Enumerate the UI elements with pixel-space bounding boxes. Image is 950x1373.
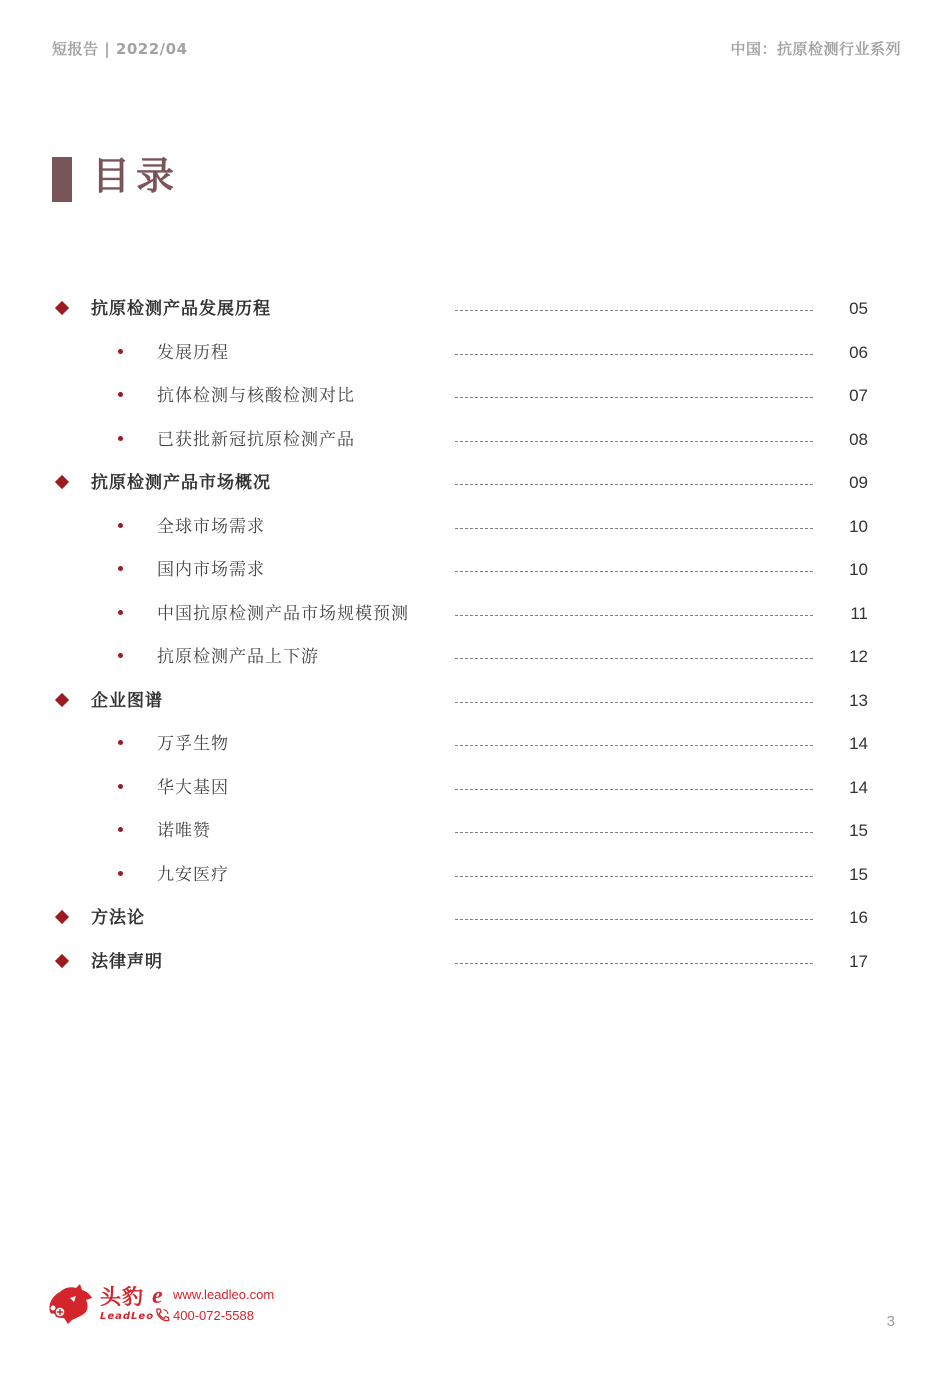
dot-bullet-icon	[118, 784, 123, 789]
dotted-leader	[455, 397, 813, 398]
toc-entry[interactable]	[0, 332, 950, 376]
toc-entry[interactable]	[0, 593, 950, 637]
toc-entry[interactable]	[0, 941, 950, 985]
toc-entry-label: 抗原检测产品市场概况	[91, 473, 271, 493]
dotted-leader	[455, 310, 813, 311]
toc-entry[interactable]	[0, 810, 950, 854]
brand-e-mark: e	[152, 1283, 163, 1309]
toc-entry-page: 09	[849, 473, 868, 492]
toc-entry-page: 12	[849, 647, 868, 666]
diamond-bullet-icon	[55, 692, 69, 706]
phone-number: 400-072-5588	[173, 1308, 254, 1323]
toc-entry-page: 14	[849, 734, 868, 753]
brand-name-cn: 头豹	[100, 1285, 144, 1309]
diamond-bullet-icon	[55, 953, 69, 967]
toc-entry-label: 万孚生物	[157, 734, 229, 754]
toc-entry-page: 07	[849, 386, 868, 405]
dotted-leader	[455, 528, 813, 529]
toc-entry[interactable]	[0, 375, 950, 419]
toc-entry[interactable]	[0, 897, 950, 941]
dot-bullet-icon	[118, 566, 123, 571]
page-number: 3	[886, 1313, 895, 1330]
dot-bullet-icon	[118, 436, 123, 441]
toc-entry[interactable]	[0, 636, 950, 680]
diamond-bullet-icon	[55, 301, 69, 315]
diamond-bullet-icon	[55, 910, 69, 924]
dot-bullet-icon	[118, 827, 123, 832]
dot-bullet-icon	[118, 871, 123, 876]
dotted-leader	[455, 745, 813, 746]
toc-entry-label: 华大基因	[157, 777, 229, 798]
dotted-leader	[455, 789, 813, 790]
toc-entry[interactable]	[0, 680, 950, 724]
header-left: 短报告 | 2022/04	[52, 40, 188, 58]
toc-entry-page: 13	[849, 690, 868, 710]
leopard-logo-icon	[46, 1282, 94, 1324]
toc-entry-label: 全球市场需求	[157, 516, 265, 537]
toc-entry[interactable]	[0, 723, 950, 767]
toc-entry[interactable]	[0, 419, 950, 463]
phone-icon	[154, 1307, 170, 1323]
toc-entry-label: 抗原检测产品发展历程	[91, 299, 271, 319]
page-title: 目录	[92, 154, 181, 198]
toc-entry[interactable]	[0, 854, 950, 898]
toc-entry-page: 15	[849, 821, 868, 840]
dotted-leader	[455, 832, 813, 833]
toc-entry-page: 10	[849, 516, 868, 536]
dot-bullet-icon	[118, 610, 123, 615]
diamond-bullet-icon	[55, 475, 69, 489]
toc-entry-label: 发展历程	[157, 342, 229, 363]
dot-bullet-icon	[118, 392, 123, 397]
website-link[interactable]: www.leadleo.com	[173, 1287, 275, 1302]
dotted-leader	[455, 919, 813, 920]
header-right: 中国：抗原检测行业系列	[730, 40, 901, 58]
toc-entry-label: 已获批新冠抗原检测产品	[157, 429, 355, 450]
toc-entry-page: 11	[850, 603, 868, 623]
table-of-contents	[0, 288, 950, 984]
toc-entry[interactable]	[0, 462, 950, 506]
toc-entry-label: 法律声明	[91, 951, 163, 972]
dotted-leader	[455, 702, 813, 703]
dotted-leader	[455, 484, 813, 485]
toc-entry-page: 14	[849, 777, 868, 797]
toc-entry-label: 诺唯赞	[157, 821, 211, 841]
toc-entry-page: 10	[849, 560, 868, 579]
toc-entry-page: 15	[849, 864, 868, 884]
dotted-leader	[455, 571, 813, 572]
toc-entry-label: 九安医疗	[157, 864, 229, 885]
dot-bullet-icon	[118, 523, 123, 528]
toc-entry-page: 05	[849, 299, 868, 318]
dotted-leader	[455, 615, 813, 616]
toc-entry-page: 16	[849, 908, 868, 927]
toc-entry-label: 抗原检测产品上下游	[157, 647, 319, 667]
dotted-leader	[455, 963, 813, 964]
toc-entry[interactable]	[0, 288, 950, 332]
dot-bullet-icon	[118, 349, 123, 354]
toc-entry[interactable]	[0, 549, 950, 593]
dotted-leader	[455, 876, 813, 877]
toc-entry-page: 06	[849, 342, 868, 362]
dotted-leader	[455, 658, 813, 659]
dot-bullet-icon	[118, 740, 123, 745]
toc-entry-label: 方法论	[91, 908, 145, 928]
dotted-leader	[455, 441, 813, 442]
toc-entry-label: 中国抗原检测产品市场规模预测	[157, 603, 409, 624]
title-accent-bar	[52, 157, 72, 202]
toc-entry-label: 企业图谱	[91, 690, 163, 711]
dot-bullet-icon	[118, 653, 123, 658]
toc-entry-page: 08	[849, 429, 868, 449]
toc-entry[interactable]	[0, 506, 950, 550]
toc-entry-page: 17	[849, 951, 868, 971]
toc-entry-label: 抗体检测与核酸检测对比	[157, 386, 355, 406]
toc-entry-label: 国内市场需求	[157, 560, 265, 580]
brand-name-en: LeadLeo	[100, 1311, 155, 1322]
dotted-leader	[455, 354, 813, 355]
toc-entry[interactable]	[0, 767, 950, 811]
